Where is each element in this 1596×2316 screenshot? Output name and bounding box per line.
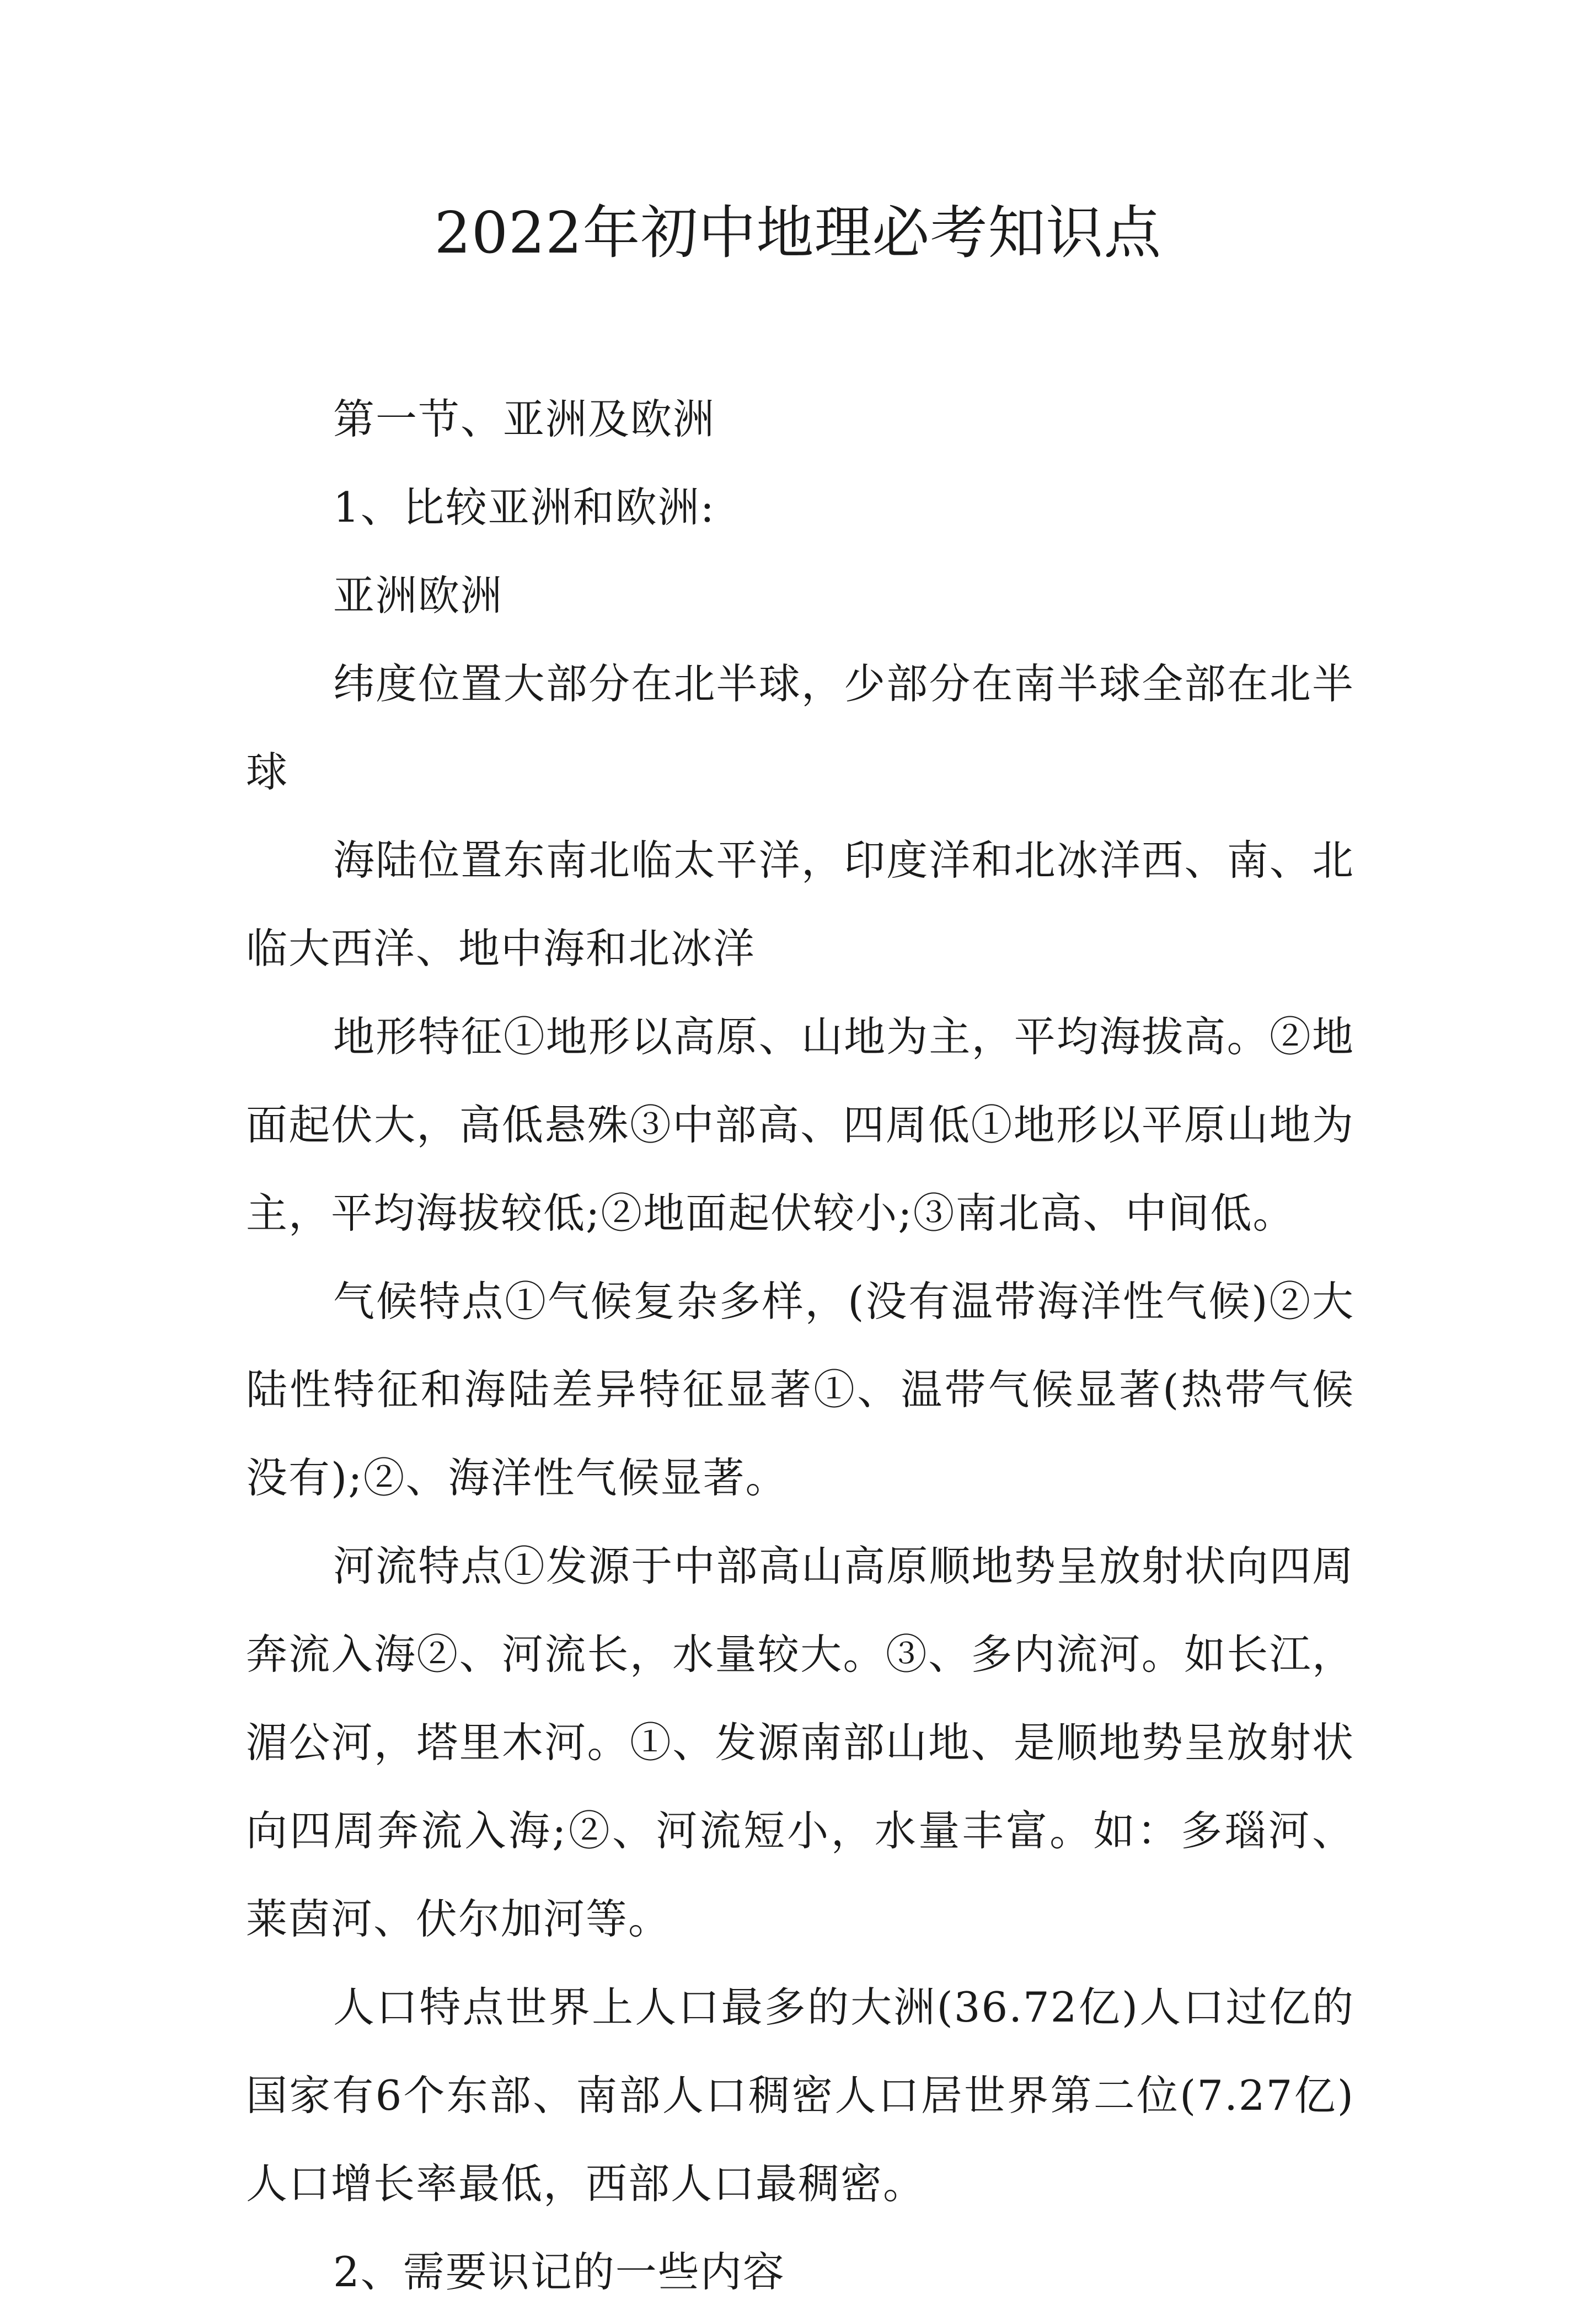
section-heading: 第一节、亚洲及欧洲 (333, 395, 716, 443)
paragraph-rivers: 河流特点①发源于中部高山高原顺地势呈放射状向四周奔流入海②、河流长，水量较大。③、多内流河。如长江，湄公河，塔里木河。①、发源南部山地、是顺地势呈放射状向四周奔流入海;②、河流短小，水量丰富。如：多瑙河、莱茵河、伏尔加河等。 (246, 1542, 1354, 1943)
paragraph-population: 人口特点世界上人口最多的大洲(36.72亿)人口过亿的国家有6个东部、南部人口稠密人口居世界第二位(7.27亿)人口增长率最低，西部人口最稠密。 (246, 1983, 1354, 2208)
document-body (246, 375, 1354, 2316)
paragraph-climate: 气候特点①气候复杂多样，(没有温带海洋性气候)②大陆性特征和海陆差异特征显著①、温带气候显著(热带气候没有);②、海洋性气候显著。 (246, 1277, 1354, 1502)
paragraph-sea-land: 海陆位置东南北临太平洋，印度洋和北冰洋西、南、北临大西洋、地中海和北冰洋 (246, 836, 1354, 973)
paragraph-latitude: 纬度位置大部分在北半球，少部分在南半球全部在北半球 (246, 660, 1354, 796)
subsection-heading-2: 2、需要识记的一些内容 (333, 2248, 785, 2296)
paragraph-terrain: 地形特征①地形以高原、山地为主，平均海拔高。②地面起伏大，高低悬殊③中部高、四周低①地形以平原山地为主，平均海拔较低;②地面起伏较小;③南北高、中间低。 (246, 1012, 1354, 1237)
subsection-heading: 1、比较亚洲和欧洲: (333, 483, 715, 532)
page-title: 2022年初中地理必考知识点 (434, 199, 1162, 266)
comparison-header: 亚洲欧洲 (333, 571, 504, 620)
